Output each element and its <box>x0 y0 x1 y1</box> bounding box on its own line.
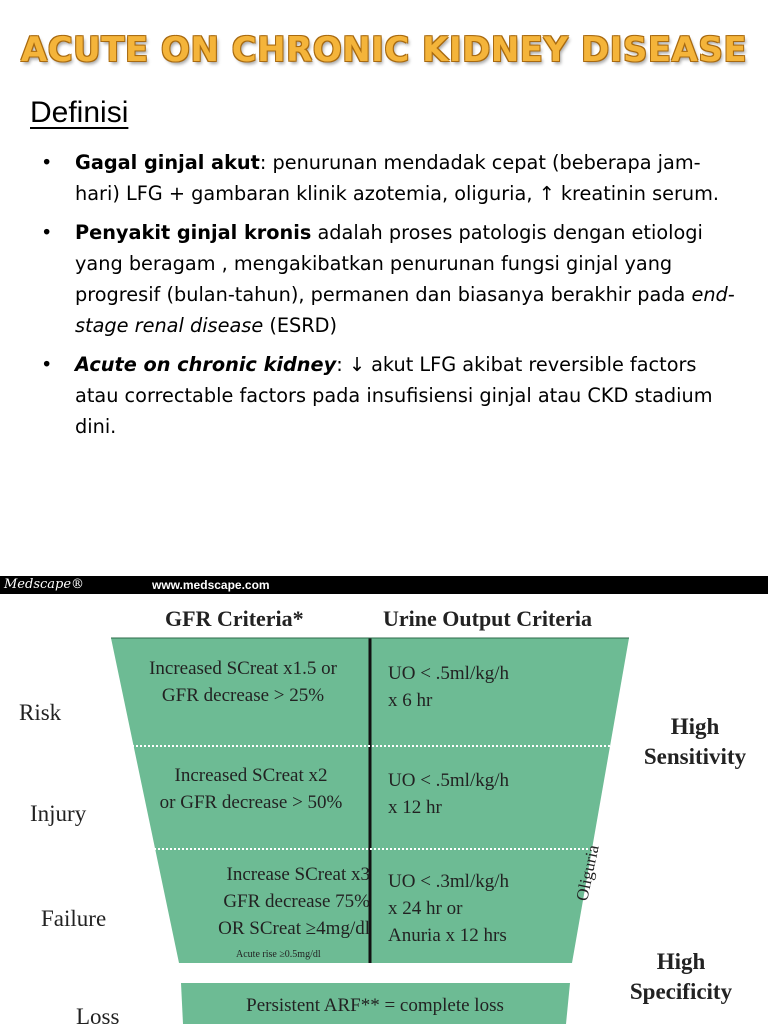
stage-injury: Injury <box>30 801 87 826</box>
gfr-criteria-header: GFR Criteria* <box>165 606 304 631</box>
bullet-dot: • <box>41 221 53 245</box>
bullet-item <box>40 148 740 209</box>
bullet-text-end: (ESRD) <box>263 313 338 337</box>
stage-risk: Risk <box>19 700 62 725</box>
bullet-item <box>40 350 740 442</box>
bullet-text: : penurunan mendadak cepat (beberapa jam-hari) LFG + gambaran klinik azotemia, oliguria, ↑ kreatinin serum. <box>75 151 720 205</box>
high-specificity-label: High Specificity <box>629 949 733 1004</box>
bullet-dot: • <box>41 353 53 377</box>
gfr-loss-cell: Persistent ARF** = complete loss <box>246 995 504 1016</box>
bullet-italic: end-stage renal disease <box>75 282 735 337</box>
bullet-term: Acute on chronic kidney <box>75 353 337 377</box>
gfr-injury-cell: Increased SCreat x2 or GFR decrease > 50% <box>159 765 343 813</box>
urine-output-header: Urine Output Criteria <box>383 606 592 631</box>
rifle-criteria-figure <box>0 576 768 1024</box>
bullet-text: adalah proses patologis dengan etiologi yang beragam , mengakibatkan penurunan fungsi ginjal yang progresif (bulan-tahun), permanen dan biasanya berakhir pada <box>75 221 703 306</box>
gfr-failure-note: Acute rise ≥0.5mg/dl <box>236 949 321 960</box>
uo-injury-cell: UO < .5ml/kg/h x 12 hr <box>388 770 510 818</box>
bullet-text: : ↓ akut LFG akibat reversible factors atau correctable factors pada insufisiensi ginjal atau CKD stadium dini. <box>75 353 713 438</box>
definition-list <box>40 148 740 451</box>
stage-failure: Failure <box>41 906 107 931</box>
medscape-logo: Medscape® <box>4 577 85 592</box>
slide-title: ACUTE ON CHRONIC KIDNEY DISEASE <box>20 30 748 70</box>
uo-risk-cell: UO < .5ml/kg/h x 6 hr <box>388 663 510 711</box>
bullet-item <box>40 218 740 341</box>
bullet-term: Gagal ginjal akut <box>75 151 260 174</box>
bullet-term: Penyakit ginjal kronis <box>75 221 312 245</box>
stage-loss: Loss <box>76 1004 120 1024</box>
bullet-dot: • <box>41 151 53 174</box>
medscape-url: www.medscape.com <box>152 578 270 592</box>
gfr-failure-cell: Increase SCreat x3 GFR decrease 75% OR SCreat ≥4mg/dl <box>218 864 370 939</box>
high-sensitivity-label: High Sensitivity <box>643 714 747 769</box>
oliguria-label: Oliguria <box>572 843 603 903</box>
section-heading: Definisi <box>30 96 129 129</box>
gfr-risk-cell: Increased SCreat x1.5 or GFR decrease > 25% <box>149 658 337 706</box>
uo-failure-cell: UO < .3ml/kg/h x 24 hr or Anuria x 12 hrs <box>388 871 510 946</box>
